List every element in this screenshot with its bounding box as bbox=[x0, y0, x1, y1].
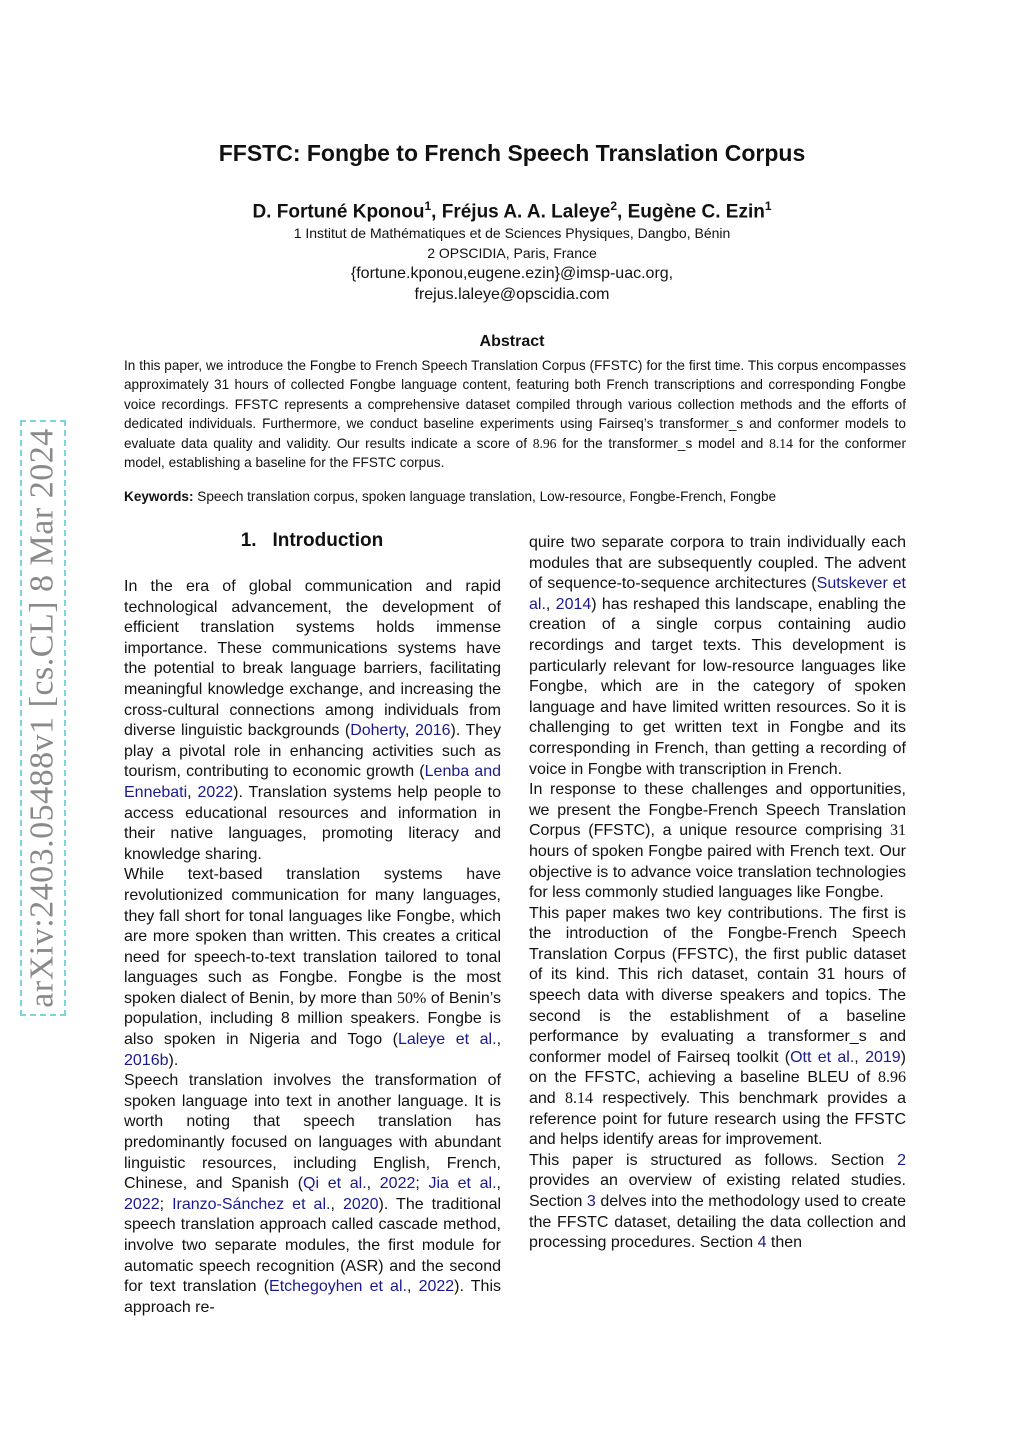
text: In the era of global communication and rapid technological advancement, the development of efficient translation systems holds immense importance. These communications systems have the potential to break language barriers, facilitating meaningful knowledge exchange, and increasing the cross-cultural connections among individuals from diverse linguistic backgrounds ( bbox=[124, 578, 501, 740]
text: delves into the methodology used to create the FFSTC dataset, detailing the data collection and processing procedures. Section bbox=[529, 1193, 906, 1252]
hours-count: 31 bbox=[890, 822, 906, 840]
affiliation-1: 1 Institut de Mathématiques et de Sciences Physiques, Dangbo, Bénin bbox=[293, 225, 731, 241]
text: While text-based translation systems have revolutionized communication for many languages, they fall short for tonal languages like Fongbe, which are more spoken than written. This creates a critical need for speech-to-text translation tailored to tonal languages such as Fongbe. Fongbe is the most spoken dialect of Benin, by more than bbox=[124, 866, 501, 1007]
author-name: Fréjus A. A. Laleye bbox=[441, 201, 611, 223]
affiliation-mark: 2 bbox=[610, 199, 618, 213]
citation-year-link[interactable]: 2022 bbox=[418, 1278, 455, 1296]
affiliation-2: 2 OPSCIDIA, Paris, France bbox=[427, 245, 597, 261]
score-conformer: 8.14 bbox=[769, 435, 793, 451]
text: provides an overview of existing related studies. Section bbox=[529, 1172, 906, 1210]
text: quire two separate corpora to train individually each modules that are subsequently coupled. The advent of sequence-to-sequence architectures ( bbox=[529, 534, 906, 593]
text: ). This approach re- bbox=[124, 1278, 502, 1316]
abstract-text bbox=[124, 356, 906, 472]
affiliation-mark: 1 bbox=[424, 199, 432, 213]
paragraph: While text-based translation systems have revolutionized communication for many languages, they fall short for tonal languages like Fongbe, which are more spoken than written. This creates a critical need for speech-to-text translation tailored to tonal languages such as Fongbe. Fongbe is the most spoken dialect of Benin, by more than 50% of Benin’s population, including 8 million speakers. Fongbe is also spoken in Nigeria and Togo (Laleye et al., 2016b). bbox=[124, 866, 502, 1069]
paragraph bbox=[529, 1151, 906, 1254]
citation-link[interactable]: Doherty bbox=[350, 722, 406, 740]
email-line-1: {fortune.kponou,eugene.ezin}@imsp-uac.org, bbox=[350, 265, 674, 282]
citation-link[interactable]: Lenba and Ennebati bbox=[124, 763, 501, 801]
citation-link[interactable]: Laleye et al. bbox=[398, 1031, 497, 1049]
text: hours of spoken Fongbe paired with French text. Our objective is to advance voice translation technologies for less commonly studied languages like Fongbe. bbox=[529, 842, 906, 902]
section-ref-link[interactable]: 3 bbox=[586, 1193, 596, 1210]
text: ). Translation systems help people to access educational resources and information in their native languages, promoting literacy and knowledge sharing. bbox=[124, 783, 502, 863]
bleu-score: 8.14 bbox=[565, 1090, 594, 1108]
text: ). The traditional speech translation approach called cascade method, involve two separate modules, the first module for automatic speech recognition (ASR) and the second for text translation ( bbox=[124, 1195, 502, 1296]
text: This paper is structured as follows. Section bbox=[529, 1151, 898, 1169]
citation-link[interactable]: Iranzo-Sánchez et al. bbox=[172, 1195, 331, 1213]
paragraph bbox=[529, 780, 906, 904]
text: ) has reshaped this landscape, enabling the creation of a single corpus containing audio recordings and target texts. This development is particularly relevant for low-resource languages like Fongbe, which are in the category of spoken language and have limited written resources. So it is challenging to get written text in Fongbe and its corresponding in French, than getting a recording of voice in Fongbe with transcription in French. bbox=[529, 595, 907, 778]
section-title: Introduction bbox=[272, 530, 384, 551]
email-line-2: frejus.laleye@opscidia.com bbox=[414, 286, 610, 303]
column-right bbox=[529, 533, 906, 1254]
text: ). bbox=[168, 1051, 179, 1069]
abstract-body: In this paper, we introduce the Fongbe to French Speech Translation Corpus (FFSTC) for the first time. This corpus encompasses approximately 31 hours of collected Fongbe language content, featuring both French transcriptions and corresponding Fongbe voice recordings. FFSTC represents a comprehensive dataset compiled through various collection methods and the efforts of dedicated individuals. Furthermore, we conduct baseline experiments using Fairseq’s transformer_s and conformer models to evaluate data quality and validity. Our results indicate a score of bbox=[124, 358, 906, 451]
arxiv-stamp bbox=[20, 420, 66, 1016]
citation-year-link[interactable]: 2016 bbox=[414, 722, 451, 740]
citation-link[interactable]: Etchegoyhen et al. bbox=[269, 1278, 407, 1296]
text: of Benin’s population, including 8 million speakers. Fongbe is also spoken in Nigeria and Togo ( bbox=[124, 989, 502, 1049]
text: ) on the FFSTC, achieving a baseline BLEU of bbox=[529, 1048, 906, 1087]
abstract-body: for the conformer model, establishing a baseline for the FFSTC corpus. bbox=[124, 435, 906, 471]
citation-link[interactable]: Ott et al. bbox=[790, 1048, 855, 1066]
paper-title: FFSTC: Fongbe to French Speech Translation Corpus bbox=[218, 140, 806, 166]
text: and bbox=[529, 1090, 566, 1108]
citation-year-link[interactable]: 2022 bbox=[379, 1175, 416, 1193]
author-name: D. Fortuné Kponou bbox=[252, 201, 425, 223]
paragraph: This paper makes two key contributions. The first is the introduction of the Fongbe-French Speech Translation Corpus (FFSTC), the first public dataset of its kind. This rich dataset, contain 31 hours of speech data with diverse speakers and topics. The second is the establishment of a baseline performance by evaluating a transformer_s and conformer model of Fairseq toolkit (Ott et al., 2019) on the FFSTC, achieving a baseline BLEU of 8.96 and 8.14 respectively. This benchmark provides a reference point for future research using the FFSTC and helps identify areas for improvement. bbox=[529, 904, 906, 1149]
text: Speech translation involves the transformation of spoken language into text in another language. It is worth noting that speech translation has predominantly focused on languages with abundant linguistic resources, including English, French, Chinese, and Spanish ( bbox=[124, 1072, 501, 1193]
paragraph: quire two separate corpora to train individually each modules that are subsequently coupled. The advent of sequence-to-sequence architectures (Sutskever et al., 2014) has reshaped this landscape, enabling the creation of a single corpus containing audio recordings and target texts. This development is particularly relevant for low-resource languages like Fongbe, which are in the category of spoken language and have limited written resources. So it is challenging to get written text in Fongbe and its corresponding in French, than getting a recording of voice in Fongbe with transcription in French. bbox=[529, 534, 907, 778]
affiliation-mark: 1 bbox=[764, 199, 772, 213]
bleu-score: 8.96 bbox=[878, 1069, 906, 1087]
section-ref-link[interactable]: 2 bbox=[897, 1151, 906, 1169]
author-list bbox=[0, 199, 1024, 223]
citation-link[interactable]: Qi et al. bbox=[303, 1175, 367, 1193]
citation-link[interactable]: Sutskever et al. bbox=[529, 575, 906, 613]
citation-link[interactable]: Jia et al. bbox=[428, 1175, 497, 1193]
keywords-text: Speech translation corpus, spoken language translation, Low-resource, Fongbe-French, Fongbe bbox=[193, 489, 777, 504]
keywords bbox=[124, 487, 906, 506]
citation-year-link[interactable]: 2016b bbox=[124, 1051, 169, 1069]
citation-year-link[interactable]: 2019 bbox=[865, 1048, 901, 1066]
author-name: Eugène C. Ezin bbox=[627, 201, 765, 223]
text: then bbox=[766, 1234, 803, 1252]
percentage: 50% bbox=[397, 989, 427, 1007]
citation-year-link[interactable]: 2022 bbox=[197, 783, 234, 801]
citation-year-link[interactable]: 2014 bbox=[555, 595, 592, 613]
abstract-body: for the transformer_s model and bbox=[556, 435, 770, 451]
arxiv-id: arXiv:2403.05488v1 [cs.CL] 8 Mar 2024 bbox=[24, 428, 62, 1008]
score-transformer: 8.96 bbox=[532, 435, 557, 451]
abstract-heading: Abstract bbox=[479, 333, 545, 350]
keywords-label: Keywords: bbox=[124, 489, 194, 504]
paragraph: In the era of global communication and rapid technological advancement, the development of efficient translation systems holds immense importance. These communications systems have the potential to break language barriers, facilitating meaningful knowledge exchange, and increasing the cross-cultural connections among individuals from diverse linguistic backgrounds (Doherty, 2016). They play a pivotal role in enhancing activities such as tourism, contributing to economic growth (Lenba and Ennebati, 2022). Translation systems help people to access educational resources and information in their native languages, promoting literacy and knowledge sharing. bbox=[124, 578, 502, 863]
text: In response to these challenges and opportunities, we present the Fongbe-French Speech Translation Corpus (FFSTC), a unique resource comprising bbox=[529, 781, 906, 840]
section-heading-introduction bbox=[124, 530, 500, 552]
citation-year-link[interactable]: 2022 bbox=[124, 1195, 160, 1213]
author-separator: , bbox=[617, 201, 628, 223]
text: ). They play a pivotal role in enhancing activities such as tourism, contributing to economic growth ( bbox=[124, 722, 502, 781]
section-ref-link[interactable]: 4 bbox=[757, 1234, 767, 1252]
paragraph: Speech translation involves the transformation of spoken language into text in another language. It is worth noting that speech translation has predominantly focused on languages with abundant linguistic resources, including English, French, Chinese, and Spanish (Qi et al., 2022; Jia et al., 2022; Iranzo-Sánchez et al., 2020). The traditional speech translation approach called cascade method, involve two separate modules, the first module for automatic speech recognition (ASR) and the second for text translation (Etchegoyhen et al., 2022). This approach re- bbox=[124, 1072, 502, 1316]
author-separator: , bbox=[431, 201, 442, 223]
text: respectively. This benchmark provides a reference point for future research using the FFSTC and helps identify areas for improvement. bbox=[529, 1090, 906, 1149]
section-number: 1. bbox=[240, 530, 257, 551]
column-left bbox=[124, 577, 501, 1318]
text: This paper makes two key contributions. The first is the introduction of the Fongbe-French Speech Translation Corpus (FFSTC), the first public dataset of its kind. This rich dataset, contain 31 hours of speech data with diverse speakers and topics. The second is the establishment of a baseline performance by evaluating a transformer_s and conformer model of Fairseq toolkit ( bbox=[529, 904, 906, 1066]
citation-year-link[interactable]: 2020 bbox=[342, 1195, 379, 1213]
